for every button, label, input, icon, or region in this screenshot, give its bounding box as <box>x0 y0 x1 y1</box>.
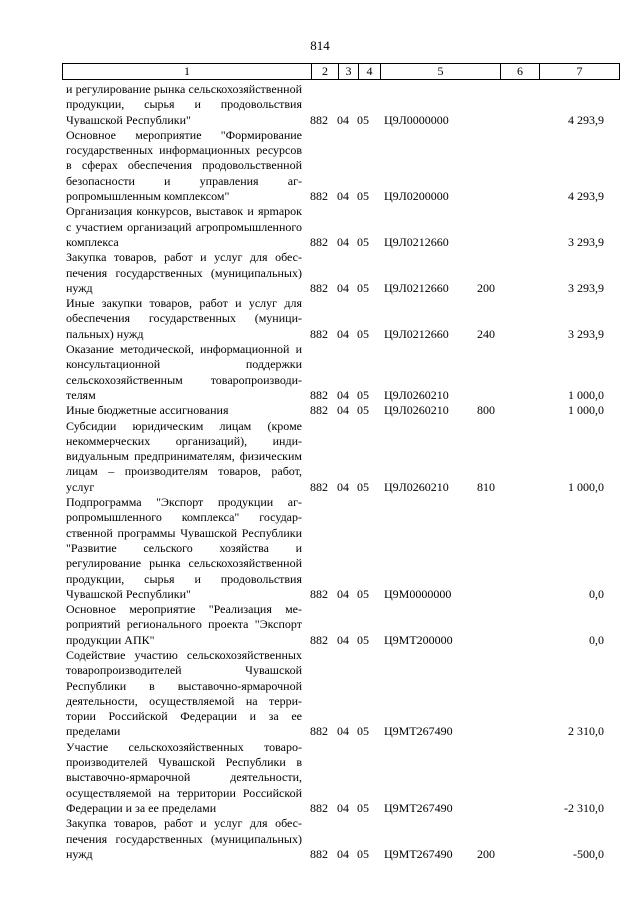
header-col-7: 7 <box>539 64 619 79</box>
table-row <box>62 342 622 403</box>
row-admin-code: 882 <box>310 234 328 249</box>
header-col-6: 6 <box>500 64 539 79</box>
row-target-article-code: Ц9Л0212660 <box>384 326 449 341</box>
row-target-article-code: Ц9МТ267490 <box>384 846 453 861</box>
row-target-article-code: Ц9Л0212660 <box>384 280 449 295</box>
row-target-article-code: Ц9Л0000000 <box>384 112 449 127</box>
row-target-article-code: Ц9Л0260210 <box>384 403 449 418</box>
table-row <box>62 419 622 495</box>
row-expense-type-code: 240 <box>477 326 495 341</box>
row-subsection-code: 05 <box>357 724 369 739</box>
table-row <box>62 602 622 648</box>
row-amount: 1 000,0 <box>568 387 604 402</box>
header-col-3: 3 <box>338 64 358 79</box>
row-admin-code: 882 <box>310 189 328 204</box>
row-description: Субсидии юридическим лицам (кроме некоммерческих организаций), индивидуальным предпринимателям, физическим лицам – производителям товаров, работ, услуг <box>66 418 302 494</box>
row-description: и регулирование рынка сельскохозяйственной продукции, сырья и продовольствия Чувашской Республики" <box>66 82 302 127</box>
row-subsection-code: 05 <box>357 586 369 601</box>
row-expense-type-code: 200 <box>477 846 495 861</box>
row-admin-code: 882 <box>310 479 328 494</box>
row-amount: 0,0 <box>589 586 604 601</box>
row-admin-code: 882 <box>310 800 328 815</box>
row-description: Закупка товаров, работ и услуг для обеспечения государственных (муниципальных) нужд <box>66 250 302 295</box>
row-admin-code: 882 <box>310 387 328 402</box>
row-subsection-code: 05 <box>357 280 369 295</box>
row-description: Основное мероприятие "Реализация мероприятий регионального проекта "Экспорт продукции АПК" <box>66 602 302 647</box>
row-target-article-code: Ц9Л0212660 <box>384 234 449 249</box>
row-target-article-code: Ц9МТ267490 <box>384 800 453 815</box>
row-section-code: 04 <box>337 632 349 647</box>
table-row <box>62 128 622 204</box>
header-col-1: 1 <box>184 64 190 78</box>
row-section-code: 04 <box>337 189 349 204</box>
table-row <box>62 648 622 740</box>
row-expense-type-code: 810 <box>477 479 495 494</box>
row-admin-code: 882 <box>310 112 328 127</box>
row-amount: 1 000,0 <box>568 479 604 494</box>
row-description: Организация конкурсов, выставок и ярmарок с участием организаций агропромышленного комплекса <box>66 204 302 249</box>
row-target-article-code: Ц9Л0260210 <box>384 479 449 494</box>
table-row <box>62 740 622 816</box>
row-description: Содействие участию сельскохозяйственных товаропроизводителей Чувашской Республики в выставочно-ярмарочной деятельности, осуществляемой на территории Российской Федерации и за ее пределами <box>66 647 302 739</box>
header-col-5: 5 <box>380 64 500 79</box>
row-amount: 1 000,0 <box>568 403 604 418</box>
row-description: Основное мероприятие "Формирование государственных информационных ресурсов в сферах обеспечения продовольственной безопасности и управления агропромышленным комплексом" <box>66 127 302 204</box>
row-admin-code: 882 <box>310 724 328 739</box>
row-amount: 3 293,9 <box>568 234 604 249</box>
row-admin-code: 882 <box>310 632 328 647</box>
row-section-code: 04 <box>337 403 349 418</box>
table-row <box>62 816 622 862</box>
row-amount: 3 293,9 <box>568 280 604 295</box>
row-target-article-code: Ц9МТ200000 <box>384 632 453 647</box>
row-subsection-code: 05 <box>357 112 369 127</box>
table-row <box>62 403 622 418</box>
header-col-4: 4 <box>358 64 380 79</box>
row-admin-code: 882 <box>310 403 328 418</box>
row-section-code: 04 <box>337 800 349 815</box>
page-number: 814 <box>310 38 330 53</box>
row-target-article-code: Ц9МТ267490 <box>384 724 453 739</box>
row-section-code: 04 <box>337 387 349 402</box>
row-subsection-code: 05 <box>357 846 369 861</box>
row-subsection-code: 05 <box>357 403 369 418</box>
table-row <box>62 296 622 342</box>
row-subsection-code: 05 <box>357 800 369 815</box>
row-section-code: 04 <box>337 846 349 861</box>
row-section-code: 04 <box>337 326 349 341</box>
header-col-2: 2 <box>311 64 338 79</box>
table-row <box>62 250 622 296</box>
row-description: Иные бюджетные ассигнования <box>66 403 229 418</box>
row-amount: -500,0 <box>573 846 604 861</box>
row-admin-code: 882 <box>310 586 328 601</box>
row-subsection-code: 05 <box>357 326 369 341</box>
table-row <box>62 495 622 602</box>
row-expense-type-code: 800 <box>477 403 495 418</box>
row-amount: 0,0 <box>589 632 604 647</box>
row-admin-code: 882 <box>310 846 328 861</box>
table-body <box>62 82 622 862</box>
row-section-code: 04 <box>337 724 349 739</box>
row-description: Участие сельскохозяйственных товаропроизводителей Чувашской Республики в выставочно-ярмарочной деятельности, осуществляемой на территории Российской Федерации и за ее пределами <box>66 739 302 815</box>
table-header <box>62 63 620 80</box>
row-description: Оказание методической, информационной и консультационной поддержки сельскохозяйственным товаропроизводителям <box>66 342 302 402</box>
row-section-code: 04 <box>337 479 349 494</box>
row-admin-code: 882 <box>310 326 328 341</box>
row-subsection-code: 05 <box>357 234 369 249</box>
row-amount: 2 310,0 <box>568 724 604 739</box>
row-section-code: 04 <box>337 586 349 601</box>
row-subsection-code: 05 <box>357 189 369 204</box>
row-subsection-code: 05 <box>357 387 369 402</box>
row-amount: 3 293,9 <box>568 326 604 341</box>
row-section-code: 04 <box>337 112 349 127</box>
row-expense-type-code: 200 <box>477 280 495 295</box>
row-target-article-code: Ц9Л0260210 <box>384 387 449 402</box>
row-target-article-code: Ц9Л0200000 <box>384 189 449 204</box>
row-admin-code: 882 <box>310 280 328 295</box>
row-section-code: 04 <box>337 280 349 295</box>
row-amount: -2 310,0 <box>564 800 604 815</box>
table-row <box>62 204 622 250</box>
row-amount: 4 293,9 <box>568 112 604 127</box>
row-subsection-code: 05 <box>357 632 369 647</box>
row-description: Подпрограмма "Экспорт продукции агропромышленного комплекса" государственной программы Чувашской Республики "Развитие сельского хозяйства и регулирование рынка сельскохозяйственной продукции, сырья и продовольствия Чувашской Республики" <box>66 495 302 601</box>
row-description: Иные закупки товаров, работ и услуг для обеспечения государственных (муниципальных) нужд <box>66 296 302 341</box>
row-subsection-code: 05 <box>357 479 369 494</box>
row-target-article-code: Ц9М0000000 <box>384 586 452 601</box>
row-amount: 4 293,9 <box>568 189 604 204</box>
table-row <box>62 82 622 128</box>
row-section-code: 04 <box>337 234 349 249</box>
row-description: Закупка товаров, работ и услуг для обеспечения государственных (муниципальных) нужд <box>66 816 302 861</box>
